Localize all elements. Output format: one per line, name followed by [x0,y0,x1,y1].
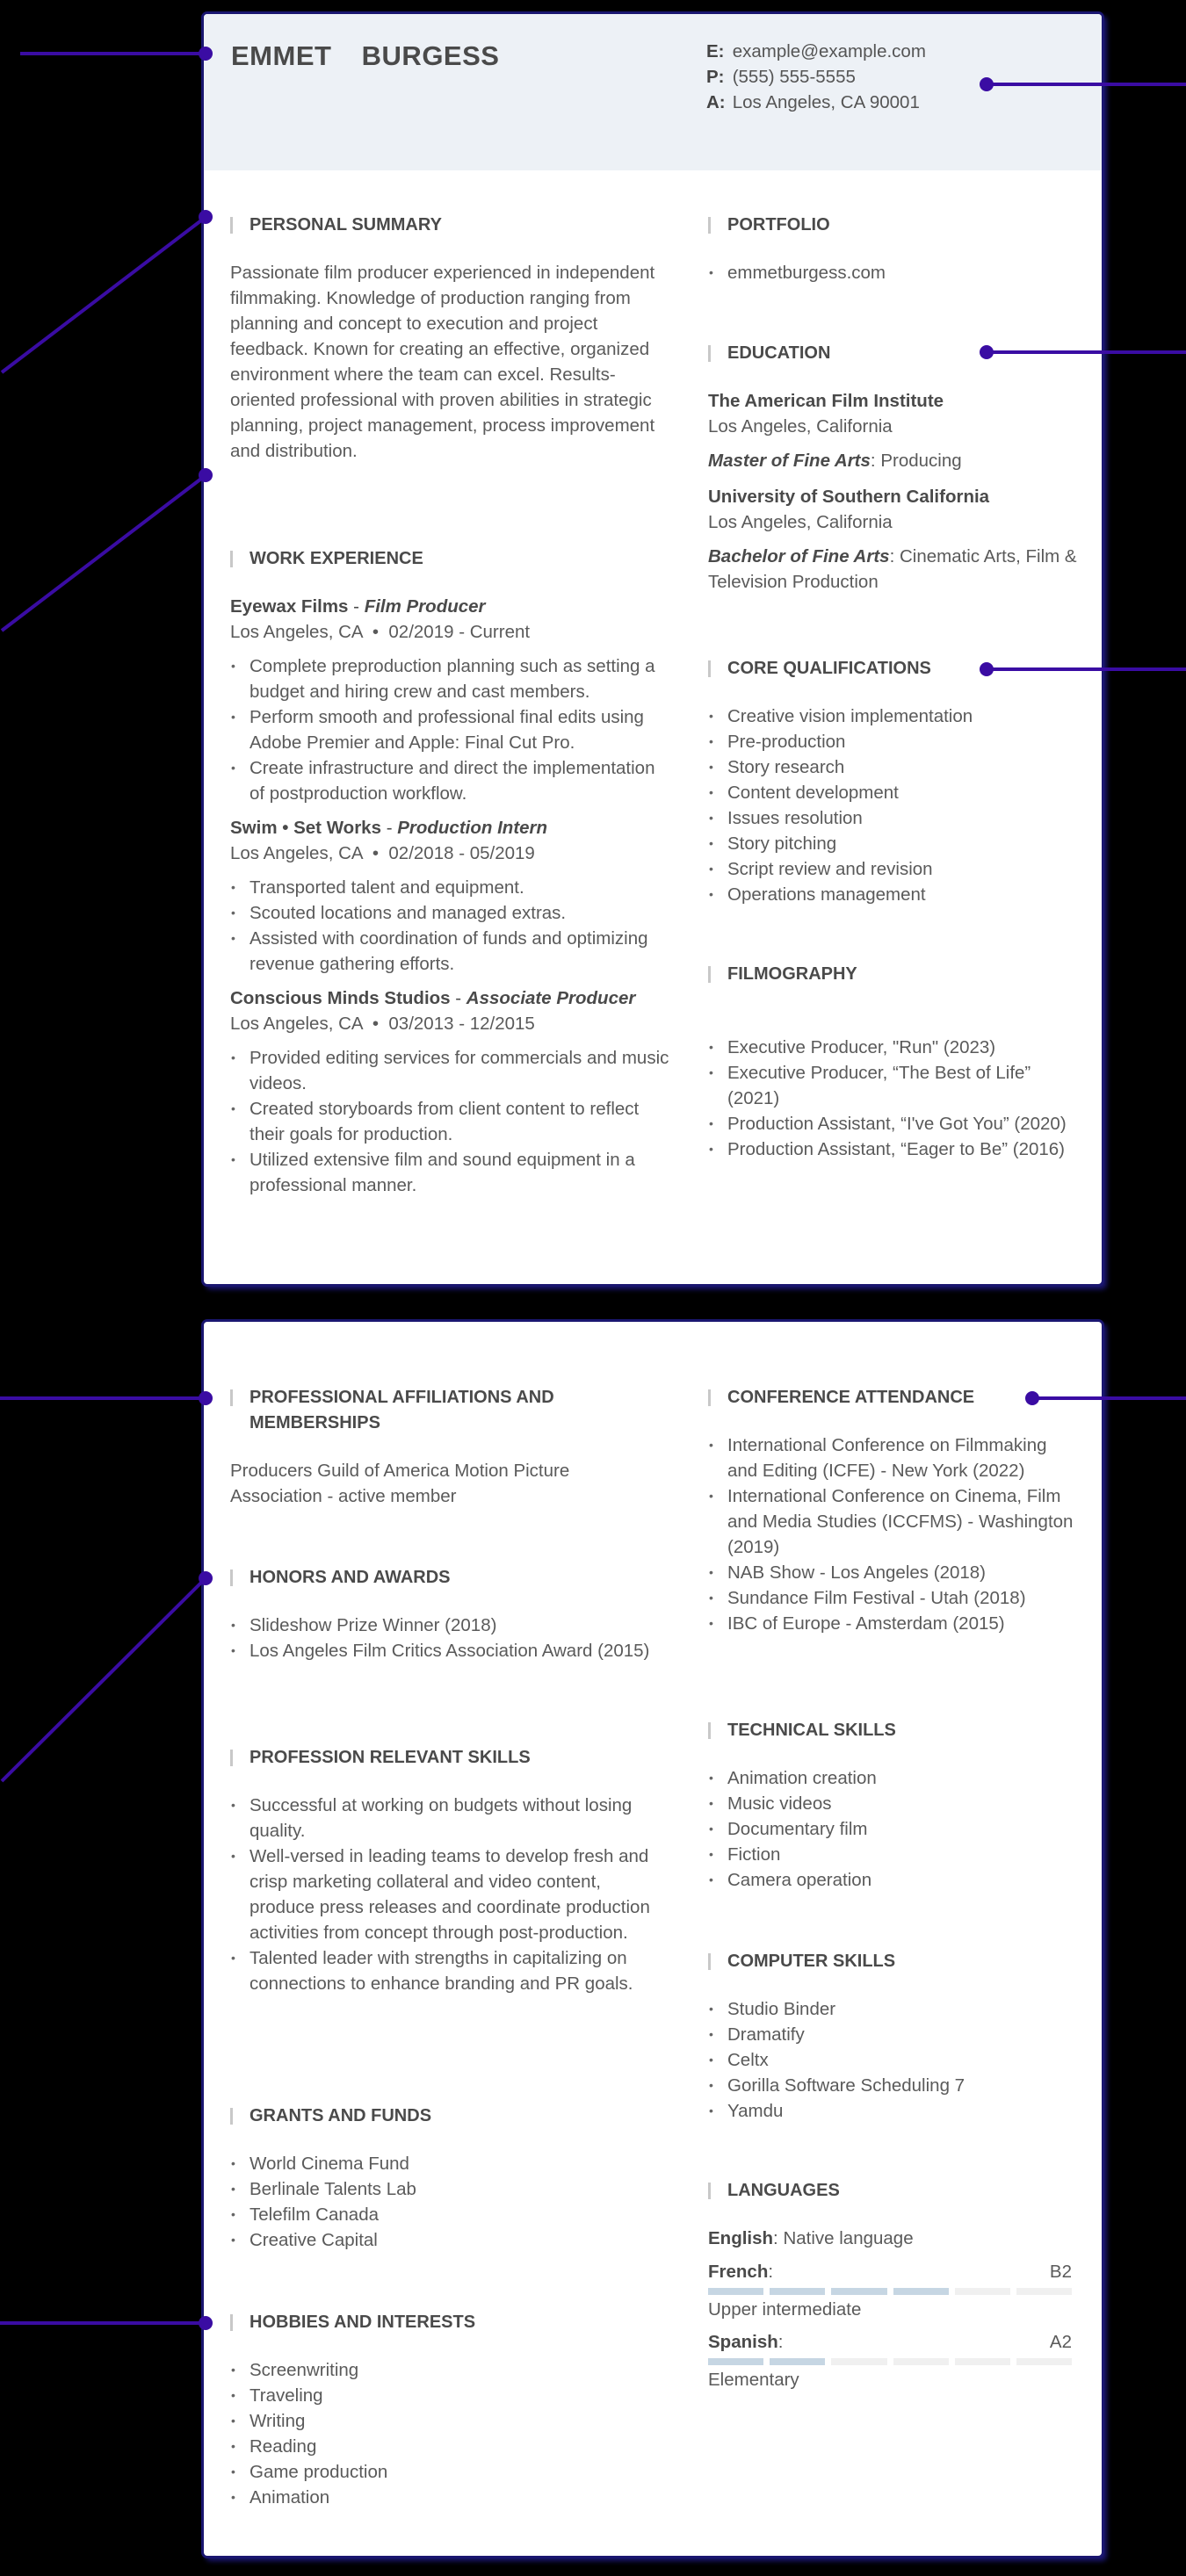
grant-item-list [230,2151,669,2253]
skill-item: • Talented leader with strengths in capitalizing on connections to enhance branding and PR goals. [230,1945,669,1996]
conference-item: • IBC of Europe - Amsterdam (2015) [708,1611,1077,1636]
contact-phone: P: (555) 555-5555 [706,67,856,87]
hobby-item: • Writing [230,2408,669,2434]
company-name: Eyewax Films [230,596,349,617]
job-bullet: • Created storyboards from client content to reflect their goals for production. [230,1096,669,1147]
hobby-item: • Game production [230,2459,669,2485]
qualification-item: • Story pitching [708,831,1077,856]
annotation-line-summary [2,218,205,372]
conference-item: • International Conference on Filmmaking and Editing (ICFE) - New York (2022) [708,1432,1077,1483]
job-entry [230,815,669,977]
job-bullet: • Create infrastructure and direct the implementation of postproduction workflow. [230,755,669,806]
job-role: Associate Producer [466,988,636,1008]
section-title: PORTFOLIO [708,213,1077,238]
computer-item: • Gorilla Software Scheduling 7 [708,2073,1077,2098]
honor-item: • Los Angeles Film Critics Association Award (2015) [230,1638,669,1663]
proficiency-segment [1016,2288,1072,2295]
job-meta: Los Angeles, CA • 02/2019 - Current [230,622,531,642]
section-grants [230,2103,669,2253]
conference-item: • Sundance Film Festival - Utah (2018) [708,1585,1077,1611]
job-role: Film Producer [364,596,486,617]
school-location: Los Angeles, California [708,512,893,532]
conference-item: • NAB Show - Los Angeles (2018) [708,1560,1077,1585]
section-core-qualifications [708,656,1077,907]
qualification-item: • Story research [708,754,1077,780]
proficiency-segment [708,2358,763,2365]
qualification-item: • Operations management [708,882,1077,907]
technical-item: • Camera operation [708,1867,1077,1893]
hobby-item: • Reading [230,2434,669,2459]
proficiency-bar [708,2288,1072,2295]
job-bullet: • Provided editing services for commercials and music videos. [230,1045,669,1096]
language-level-code: B2 [1049,2262,1072,2282]
degree: Bachelor of Fine Arts: Cinematic Arts, Film & Television Production [708,546,1077,592]
job-title [230,594,669,619]
language-name: French [708,2262,769,2282]
portfolio-link-list [708,260,1077,285]
proficiency-segment [1016,2358,1072,2365]
language-name: Spanish [708,2332,778,2352]
qualification-item: • Pre-production [708,729,1077,754]
job-list [230,594,669,1198]
education-entry [708,388,1077,473]
section-title: HOBBIES AND INTERESTS [230,2310,669,2335]
grant-item: • Berlinale Talents Lab [230,2176,669,2202]
conference-item-list [708,1432,1077,1636]
job-role: Production Intern [397,818,548,838]
job-bullet: • Perform smooth and professional final edits using Adobe Premier and Apple: Final Cut Pro. [230,704,669,755]
language-level-code: A2 [1049,2332,1072,2352]
section-title: LANGUAGES [708,2178,1072,2204]
computer-item: • Studio Binder [708,1996,1077,2022]
language-entry [708,2259,1072,2322]
job-meta: Los Angeles, CA • 03/2013 - 12/2015 [230,1014,535,1034]
section-personal-summary [230,213,669,464]
section-title: WORK EXPERIENCE [230,546,669,572]
conference-item: • International Conference on Cinema, Film and Media Studies (ICCFMS) - Washington (2019) [708,1483,1077,1560]
qualification-item: • Issues resolution [708,805,1077,831]
job-title [230,815,669,841]
section-title: TECHNICAL SKILLS [708,1718,1077,1743]
filmography-item: • Production Assistant, “Eager to Be” (2016) [708,1136,1077,1162]
honor-item-list [230,1613,669,1663]
technical-item: • Animation creation [708,1765,1077,1791]
job-title [230,985,669,1011]
technical-item: • Fiction [708,1842,1077,1867]
technical-item: • Music videos [708,1791,1077,1816]
job-bullets [230,653,669,806]
language-level-label: Elementary [708,2370,799,2390]
proficiency-segment [893,2288,949,2295]
section-education [708,341,1077,605]
contact-info [706,39,926,115]
section-honors [230,1565,669,1663]
education-entry [708,484,1077,595]
computer-item: • Celtx [708,2047,1077,2073]
section-title: CONFERENCE ATTENDANCE [708,1385,1077,1411]
grant-item: • World Cinema Fund [230,2151,669,2176]
job-entry [230,985,669,1198]
language-list [708,2259,1072,2392]
proficiency-segment [770,2288,825,2295]
job-bullets [230,875,669,977]
language-level-label: Upper intermediate [708,2299,862,2320]
proficiency-segment [831,2358,886,2365]
computer-item: • Dramatify [708,2022,1077,2047]
degree: Master of Fine Arts: Producing [708,451,962,471]
proficiency-segment [708,2288,763,2295]
section-title: PROFESSIONAL AFFILIATIONS AND MEMBERSHIPS [230,1385,599,1436]
proficiency-segment [831,2288,886,2295]
section-title: HONORS AND AWARDS [230,1565,669,1591]
skill-item: • Successful at working on budgets without losing quality. [230,1793,669,1844]
contact-email: E: example@example.com [706,41,926,61]
section-title: GRANTS AND FUNDS [230,2103,669,2129]
language-entry [708,2329,1072,2392]
job-entry [230,594,669,806]
job-bullet: • Scouted locations and managed extras. [230,900,669,926]
honor-item: • Slideshow Prize Winner (2018) [230,1613,669,1638]
separator: - [381,818,398,838]
phone-value: (555) 555-5555 [732,67,856,87]
grant-item: • Creative Capital [230,2227,669,2253]
header-band [204,14,1102,170]
section-title: COMPUTER SKILLS [708,1949,1077,1974]
section-portfolio [708,213,1077,285]
language-header: French: B2 [708,2259,1072,2284]
job-bullet: • Utilized extensive film and sound equipment in a professional manner. [230,1147,669,1198]
proficiency-segment [770,2358,825,2365]
job-bullet: • Transported talent and equipment. [230,875,669,900]
section-work-experience [230,546,669,1207]
school-name: The American Film Institute [708,391,944,411]
section-title: PERSONAL SUMMARY [230,213,669,238]
section-relevant-skills [230,1745,669,1996]
section-title: EDUCATION [708,341,1077,366]
section-technical-skills [708,1718,1077,1893]
section-title: FILMOGRAPHY [708,962,1077,987]
separator: - [450,988,466,1008]
language-native: English: Native language [708,2228,914,2248]
resume-page-2 [204,1322,1102,2556]
hobby-item: • Animation [230,2485,669,2510]
contact-address: A: Los Angeles, CA 90001 [706,92,920,112]
computer-item-list [708,1996,1077,2124]
filmography-item: • Executive Producer, "Run" (2023) [708,1035,1077,1060]
job-meta: Los Angeles, CA • 02/2018 - 05/2019 [230,843,535,863]
resume-page-1 [204,14,1102,1284]
section-title: CORE QUALIFICATIONS [708,656,1077,682]
proficiency-segment [893,2358,949,2365]
technical-item: • Documentary film [708,1816,1077,1842]
school-location: Los Angeles, California [708,416,893,437]
hobby-item: • Traveling [230,2383,669,2408]
annotation-line-honors [2,1579,205,1781]
job-bullets [230,1045,669,1198]
qualification-item: • Creative vision implementation [708,704,1077,729]
qualification-item: • Script review and revision [708,856,1077,882]
portfolio-link[interactable]: • emmetburgess.com [708,260,1077,285]
address-value: Los Angeles, CA 90001 [732,92,920,112]
school-name: University of Southern California [708,487,990,507]
section-conference [708,1385,1077,1636]
hobby-item: • Screenwriting [230,2357,669,2383]
section-languages [708,2178,1072,2399]
proficiency-segment [955,2288,1010,2295]
proficiency-bar [708,2358,1072,2365]
computer-item: • Yamdu [708,2098,1077,2124]
grant-item: • Telefilm Canada [230,2202,669,2227]
skill-item: • Well-versed in leading teams to develop fresh and crisp marketing collateral and video content, produce press releases and coordinate production activities from concept through post-production. [230,1844,669,1945]
summary-text: Passionate film producer experienced in independent filmmaking. Knowledge of production ranging from planning and concept to execution and project feedback. Known for creating an effective, organized environment where the team can excel. Results-oriented professional with proven abilities in strategic planning, project management, process improvement and distribution. [230,263,655,461]
separator: - [348,596,365,617]
candidate-name: EMMET BURGESS [231,40,500,71]
technical-item-list [708,1765,1077,1893]
section-affiliations [230,1385,599,1509]
skill-item-list [230,1793,669,1996]
filmography-item: • Executive Producer, “The Best of Life” (2021) [708,1060,1077,1111]
filmography-item-list [708,1035,1077,1162]
section-computer-skills [708,1949,1077,2124]
section-hobbies [230,2310,669,2510]
proficiency-segment [955,2358,1010,2365]
affiliations-text: Producers Guild of America Motion Picture Association - active member [230,1461,570,1506]
language-header: Spanish: A2 [708,2329,1072,2355]
company-name: Swim • Set Works [230,818,381,838]
section-title: PROFESSION RELEVANT SKILLS [230,1745,669,1771]
annotation-line-work [2,476,205,631]
qualification-item-list [708,704,1077,907]
qualification-item: • Content development [708,780,1077,805]
email-link[interactable]: example@example.com [732,41,926,61]
job-bullet: • Complete preproduction planning such as setting a budget and hiring crew and cast members. [230,653,669,704]
filmography-item: • Production Assistant, “I've Got You” (2020) [708,1111,1077,1136]
hobby-item-list [230,2357,669,2510]
company-name: Conscious Minds Studios [230,988,451,1008]
job-bullet: • Assisted with coordination of funds and optimizing revenue gathering efforts. [230,926,669,977]
section-filmography [708,962,1077,1162]
